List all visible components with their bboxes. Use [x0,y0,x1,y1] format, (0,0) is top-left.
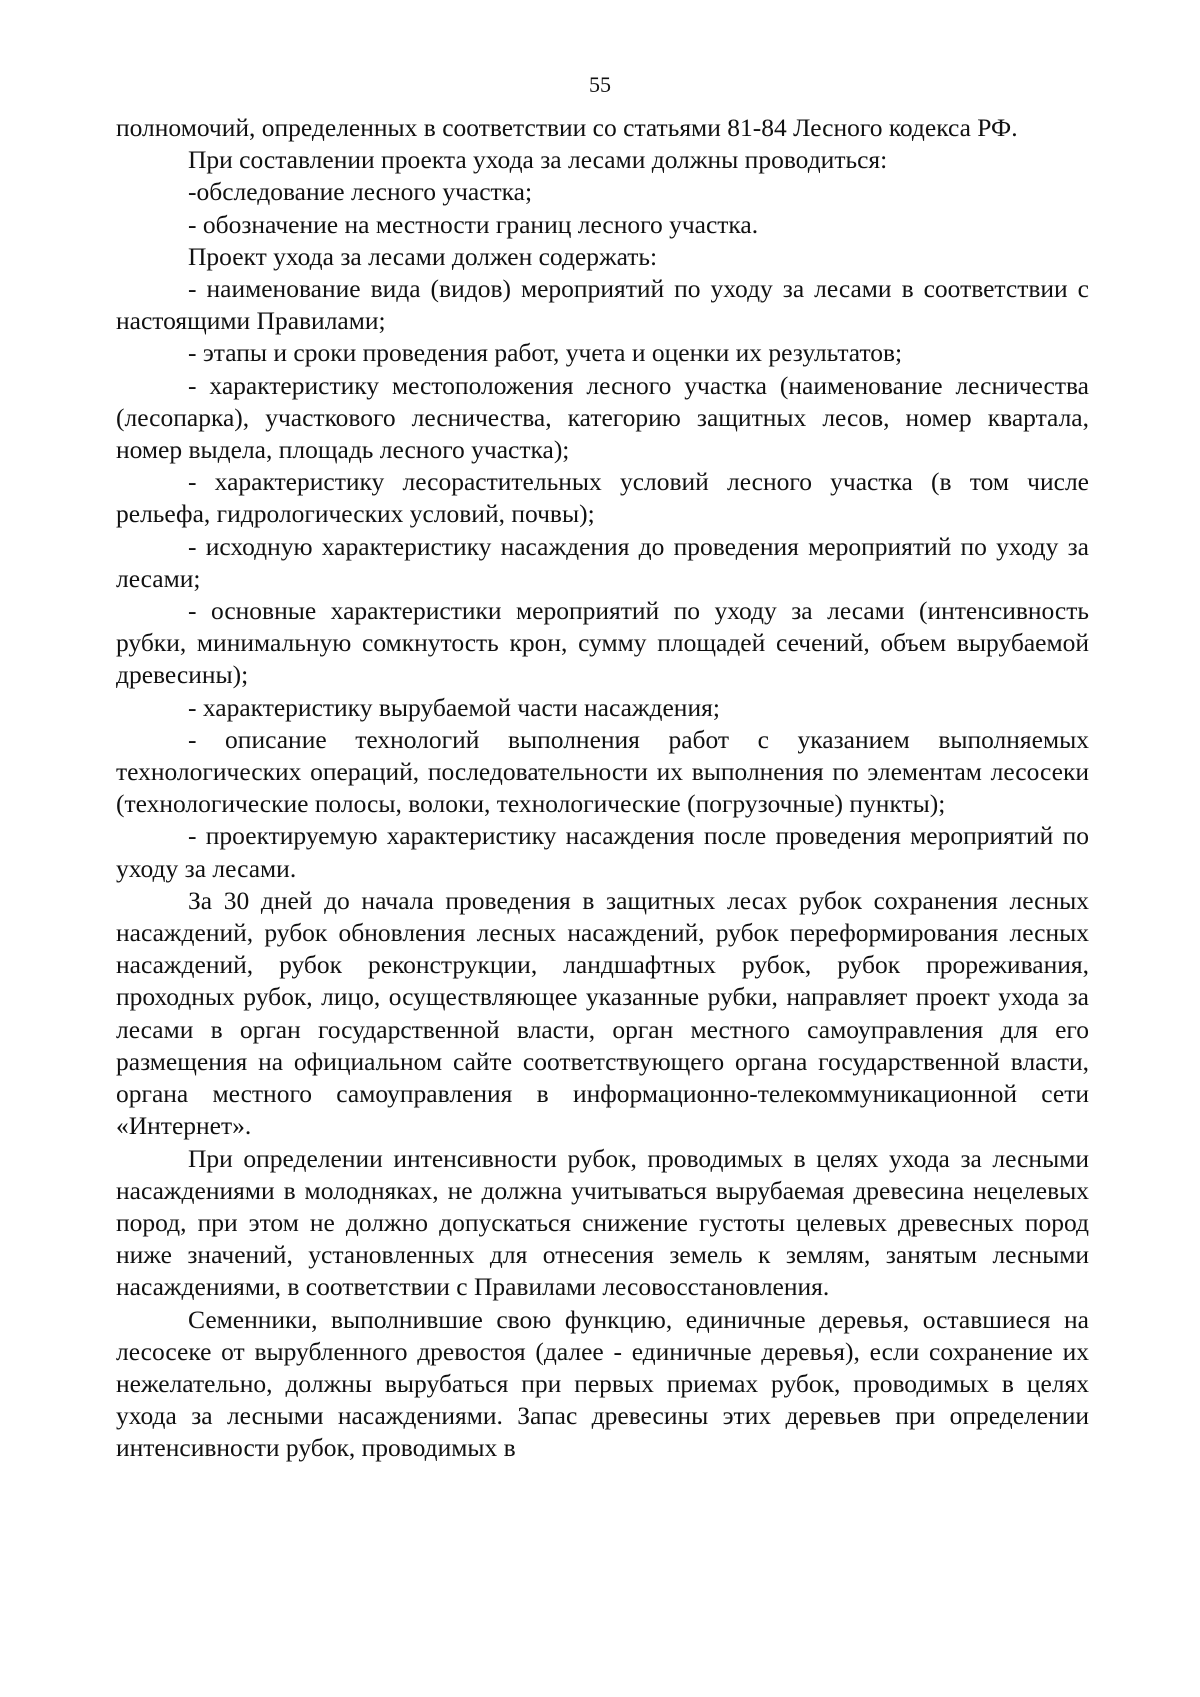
list-item: -обследование лесного участка; [188,177,533,207]
list-item: - характеристику лесорастительных условий лесного участка (в том числе рельефа, гидрологических условий, почвы); [116,467,1089,529]
list-item: - этапы и сроки проведения работ, учета и оценки их результатов; [188,338,903,368]
paragraph: Проект ухода за лесами должен содержать: [188,241,658,271]
list-item: - наименование вида (видов) мероприятий по уходу за лесами в соответствии с настоящими Правилами; [116,274,1089,336]
list-item: - характеристику вырубаемой части насаждения; [188,692,720,722]
paragraph: полномочий, определенных в соответствии со статьями 81-84 Лесного кодекса РФ. [116,113,1018,142]
paragraph: При определении интенсивности рубок, проводимых в целях ухода за лесными насаждениями в молодняках, не должна учитываться вырубаемая древесина нецелевых пород, при этом не должно допускаться снижение густоты целевых древесных пород ниже значений, установленных для отнесения земель к землям, занятым лесными насаждениями, в соответствии с Правилами лесовосстановления. [116,1143,1089,1302]
list-item: - обозначение на местности границ лесного участка. [188,209,759,239]
paragraph: При составлении проекта ухода за лесами должны проводиться: [188,145,888,175]
paragraph: Семенники, выполнившие свою функцию, единичные деревья, оставшиеся на лесосеке от вырубленного древостоя (далее - единичные деревья), если сохранение их нежелательно, должны вырубаться при первых приемах рубок, проводимых в целях ухода за лесными насаждениями. Запас древесины этих деревьев при определении интенсивности рубок, проводимых в [116,1304,1089,1463]
list-item: - описание технологий выполнения работ с указанием выполняемых технологических операций, последовательности их выполнения по элементам лесосеки (технологические полосы, волоки, технологические (погрузочные) пункты); [116,724,1089,819]
paragraph: За 30 дней до начала проведения в защитных лесах рубок сохранения лесных насаждений, рубок обновления лесных насаждений, рубок переформирования лесных насаждений, рубок реконструкции, ландшафтных рубок, рубок прореживания, проходных рубок, лицо, осуществляющее указанные рубки, направляет проект ухода за лесами в орган государственной власти, орган местного самоуправления для его размещения на официальном сайте соответствующего органа государственной власти, органа местного самоуправления в информационно-телекоммуникационной сети «Интернет». [116,885,1089,1141]
page-number: 55 [589,72,611,97]
list-item: - исходную характеристику насаждения до проведения мероприятий по уходу за лесами; [116,531,1089,593]
list-item: - характеристику местоположения лесного участка (наименование лесничества (лесопарка), участкового лесничества, категорию защитных лесов, номер квартала, номер выдела, площадь лесного участка); [116,370,1089,465]
list-item: - проектируемую характеристику насаждения после проведения мероприятий по уходу за лесами. [116,821,1089,883]
list-item: - основные характеристики мероприятий по уходу за лесами (интенсивность рубки, минимальную сомкнутость крон, сумму площадей сечений, объем вырубаемой древесины); [116,596,1089,690]
document-body [116,112,1089,1465]
